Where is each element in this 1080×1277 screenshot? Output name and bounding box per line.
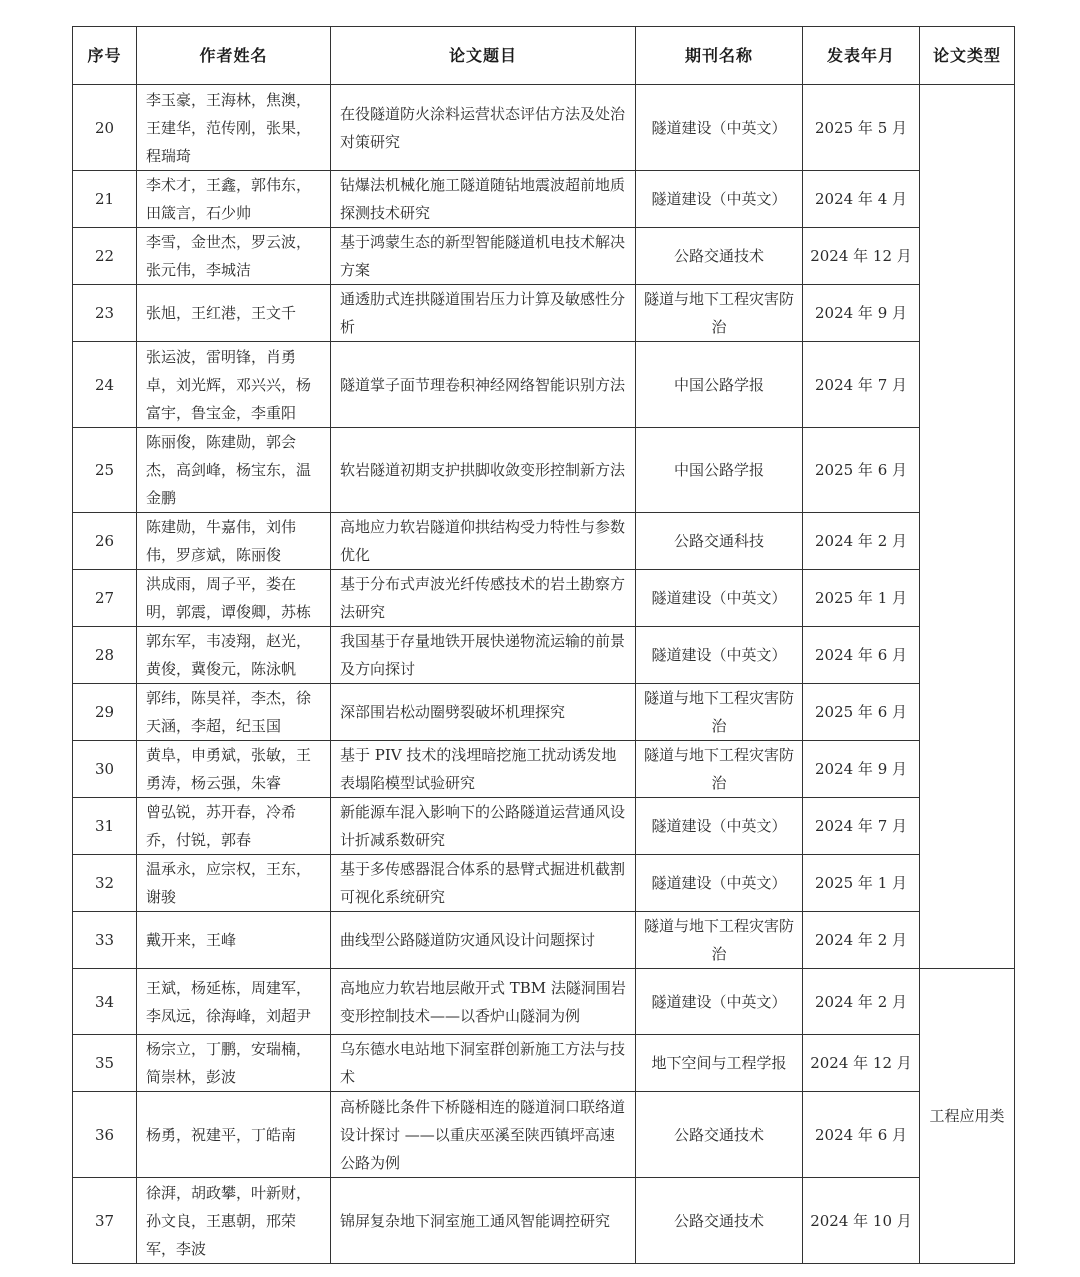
row-title: 高桥隧比条件下桥隧相连的隧道洞口联络道设计探讨 ——以重庆巫溪至陕西镇坪高速公路为例 xyxy=(331,1092,636,1178)
row-date: 2024 年 6 月 xyxy=(803,627,920,684)
row-index: 22 xyxy=(73,228,137,285)
table-row xyxy=(73,684,1015,741)
row-title: 基于 PIV 技术的浅埋暗挖施工扰动诱发地表塌陷模型试验研究 xyxy=(331,741,636,798)
row-authors: 郭东军，韦凌翔，赵光，黄俊，冀俊元，陈泳帆 xyxy=(137,627,331,684)
document-page xyxy=(72,26,1014,1264)
row-date: 2024 年 12 月 xyxy=(803,228,920,285)
row-title: 钻爆法机械化施工隧道随钻地震波超前地质探测技术研究 xyxy=(331,171,636,228)
table-row xyxy=(73,570,1015,627)
table-row xyxy=(73,285,1015,342)
row-index: 35 xyxy=(73,1035,137,1092)
row-date: 2024 年 9 月 xyxy=(803,285,920,342)
row-title: 在役隧道防火涂料运营状态评估方法及处治对策研究 xyxy=(331,85,636,171)
row-title: 曲线型公路隧道防灾通风设计问题探讨 xyxy=(331,912,636,969)
row-authors: 陈丽俊，陈建勋，郭会杰，高剑峰，杨宝东，温金鹏 xyxy=(137,428,331,513)
row-index: 23 xyxy=(73,285,137,342)
table-header-row xyxy=(73,27,1015,85)
row-index: 20 xyxy=(73,85,137,171)
row-journal: 公路交通科技 xyxy=(636,513,803,570)
table-row xyxy=(73,342,1015,428)
row-journal: 隧道建设（中英文） xyxy=(636,570,803,627)
row-date: 2025 年 5 月 xyxy=(803,85,920,171)
row-journal: 隧道与地下工程灾害防治 xyxy=(636,741,803,798)
row-title: 基于分布式声波光纤传感技术的岩土勘察方法研究 xyxy=(331,570,636,627)
row-index: 21 xyxy=(73,171,137,228)
row-authors: 李雪，金世杰，罗云波，张元伟，李城洁 xyxy=(137,228,331,285)
row-journal: 地下空间与工程学报 xyxy=(636,1035,803,1092)
header-title: 论文题目 xyxy=(331,27,636,85)
row-journal: 隧道与地下工程灾害防治 xyxy=(636,684,803,741)
row-journal: 中国公路学报 xyxy=(636,428,803,513)
row-index: 29 xyxy=(73,684,137,741)
row-index: 26 xyxy=(73,513,137,570)
header-authors: 作者姓名 xyxy=(137,27,331,85)
row-authors: 戴开来，王峰 xyxy=(137,912,331,969)
row-title: 高地应力软岩地层敞开式 TBM 法隧洞围岩变形控制技术——以香炉山隧洞为例 xyxy=(331,969,636,1035)
row-title: 高地应力软岩隧道仰拱结构受力特性与参数优化 xyxy=(331,513,636,570)
row-title: 锦屏复杂地下洞室施工通风智能调控研究 xyxy=(331,1178,636,1264)
row-date: 2025 年 6 月 xyxy=(803,684,920,741)
row-title: 基于鸿蒙生态的新型智能隧道机电技术解决方案 xyxy=(331,228,636,285)
row-index: 28 xyxy=(73,627,137,684)
row-authors: 温承永，应宗权，王东，谢骏 xyxy=(137,855,331,912)
row-authors: 郭纬，陈昊祥，李杰，徐天涵，李超，纪玉国 xyxy=(137,684,331,741)
table-row xyxy=(73,912,1015,969)
row-authors: 杨宗立，丁鹏，安瑞楠，简崇林，彭波 xyxy=(137,1035,331,1092)
table-row xyxy=(73,627,1015,684)
row-journal: 公路交通技术 xyxy=(636,228,803,285)
table-row xyxy=(73,171,1015,228)
row-date: 2024 年 7 月 xyxy=(803,342,920,428)
row-authors: 陈建勋，牛嘉伟，刘伟伟，罗彦斌，陈丽俊 xyxy=(137,513,331,570)
table-row xyxy=(73,1178,1015,1264)
row-journal: 公路交通技术 xyxy=(636,1178,803,1264)
table-row xyxy=(73,513,1015,570)
table-row xyxy=(73,1035,1015,1092)
row-index: 27 xyxy=(73,570,137,627)
row-authors: 李术才，王鑫，郭伟东，田箴言，石少帅 xyxy=(137,171,331,228)
row-title: 乌东德水电站地下洞室群创新施工方法与技术 xyxy=(331,1035,636,1092)
row-index: 37 xyxy=(73,1178,137,1264)
row-journal: 隧道建设（中英文） xyxy=(636,171,803,228)
header-journal: 期刊名称 xyxy=(636,27,803,85)
row-index: 36 xyxy=(73,1092,137,1178)
row-index: 33 xyxy=(73,912,137,969)
row-index: 30 xyxy=(73,741,137,798)
row-type-label: 工程应用类 xyxy=(920,969,1015,1264)
table-row xyxy=(73,428,1015,513)
row-authors: 杨勇，祝建平，丁皓南 xyxy=(137,1092,331,1178)
row-journal: 公路交通技术 xyxy=(636,1092,803,1178)
row-title: 基于多传感器混合体系的悬臂式掘进机截割可视化系统研究 xyxy=(331,855,636,912)
row-authors: 张运波，雷明锋，肖勇卓，刘光辉，邓兴兴，杨富宇，鲁宝金，李重阳 xyxy=(137,342,331,428)
row-date: 2024 年 4 月 xyxy=(803,171,920,228)
row-authors: 曾弘锐，苏开春，冷希乔，付锐，郭春 xyxy=(137,798,331,855)
table-row xyxy=(73,85,1015,171)
row-journal: 隧道建设（中英文） xyxy=(636,855,803,912)
table-row xyxy=(73,855,1015,912)
row-authors: 黄阜，申勇斌，张敏，王勇涛，杨云强，朱睿 xyxy=(137,741,331,798)
row-date: 2024 年 9 月 xyxy=(803,741,920,798)
row-journal: 隧道建设（中英文） xyxy=(636,627,803,684)
row-date: 2025 年 1 月 xyxy=(803,855,920,912)
table-row xyxy=(73,798,1015,855)
row-journal: 中国公路学报 xyxy=(636,342,803,428)
row-title: 通透肋式连拱隧道围岩压力计算及敏感性分析 xyxy=(331,285,636,342)
row-title: 软岩隧道初期支护拱脚收敛变形控制新方法 xyxy=(331,428,636,513)
row-journal: 隧道建设（中英文） xyxy=(636,798,803,855)
row-date: 2024 年 7 月 xyxy=(803,798,920,855)
row-index: 25 xyxy=(73,428,137,513)
header-type: 论文类型 xyxy=(920,27,1015,85)
row-journal: 隧道与地下工程灾害防治 xyxy=(636,285,803,342)
paper-list-table xyxy=(72,26,1015,1264)
row-date: 2024 年 2 月 xyxy=(803,912,920,969)
row-title: 我国基于存量地铁开展快递物流运输的前景及方向探讨 xyxy=(331,627,636,684)
table-row xyxy=(73,741,1015,798)
row-date: 2025 年 1 月 xyxy=(803,570,920,627)
row-index: 24 xyxy=(73,342,137,428)
row-title: 隧道掌子面节理卷积神经网络智能识别方法 xyxy=(331,342,636,428)
row-date: 2025 年 6 月 xyxy=(803,428,920,513)
row-index: 31 xyxy=(73,798,137,855)
row-authors: 李玉豪，王海林，焦澳，王建华，范传刚，张果，程瑞琦 xyxy=(137,85,331,171)
row-journal: 隧道建设（中英文） xyxy=(636,969,803,1035)
row-authors: 徐湃，胡政攀，叶新财，孙文良，王惠朝，邢荣军，李波 xyxy=(137,1178,331,1264)
row-date: 2024 年 2 月 xyxy=(803,513,920,570)
table-row xyxy=(73,228,1015,285)
row-date: 2024 年 6 月 xyxy=(803,1092,920,1178)
header-index: 序号 xyxy=(73,27,137,85)
row-authors: 洪成雨，周子平，娄在明，郭震，谭俊卿，苏栋 xyxy=(137,570,331,627)
row-authors: 王斌，杨延栋，周建军，李凤远，徐海峰，刘超尹 xyxy=(137,969,331,1035)
row-journal: 隧道建设（中英文） xyxy=(636,85,803,171)
table-row xyxy=(73,969,1015,1035)
row-title: 深部围岩松动圈劈裂破坏机理探究 xyxy=(331,684,636,741)
row-index: 34 xyxy=(73,969,137,1035)
row-date: 2024 年 12 月 xyxy=(803,1035,920,1092)
header-date: 发表年月 xyxy=(803,27,920,85)
row-index: 32 xyxy=(73,855,137,912)
row-journal: 隧道与地下工程灾害防治 xyxy=(636,912,803,969)
row-date: 2024 年 10 月 xyxy=(803,1178,920,1264)
row-date: 2024 年 2 月 xyxy=(803,969,920,1035)
row-title: 新能源车混入影响下的公路隧道运营通风设计折减系数研究 xyxy=(331,798,636,855)
row-authors: 张旭，王红港，王文千 xyxy=(137,285,331,342)
table-row xyxy=(73,1092,1015,1178)
row-type-empty xyxy=(920,85,1015,969)
